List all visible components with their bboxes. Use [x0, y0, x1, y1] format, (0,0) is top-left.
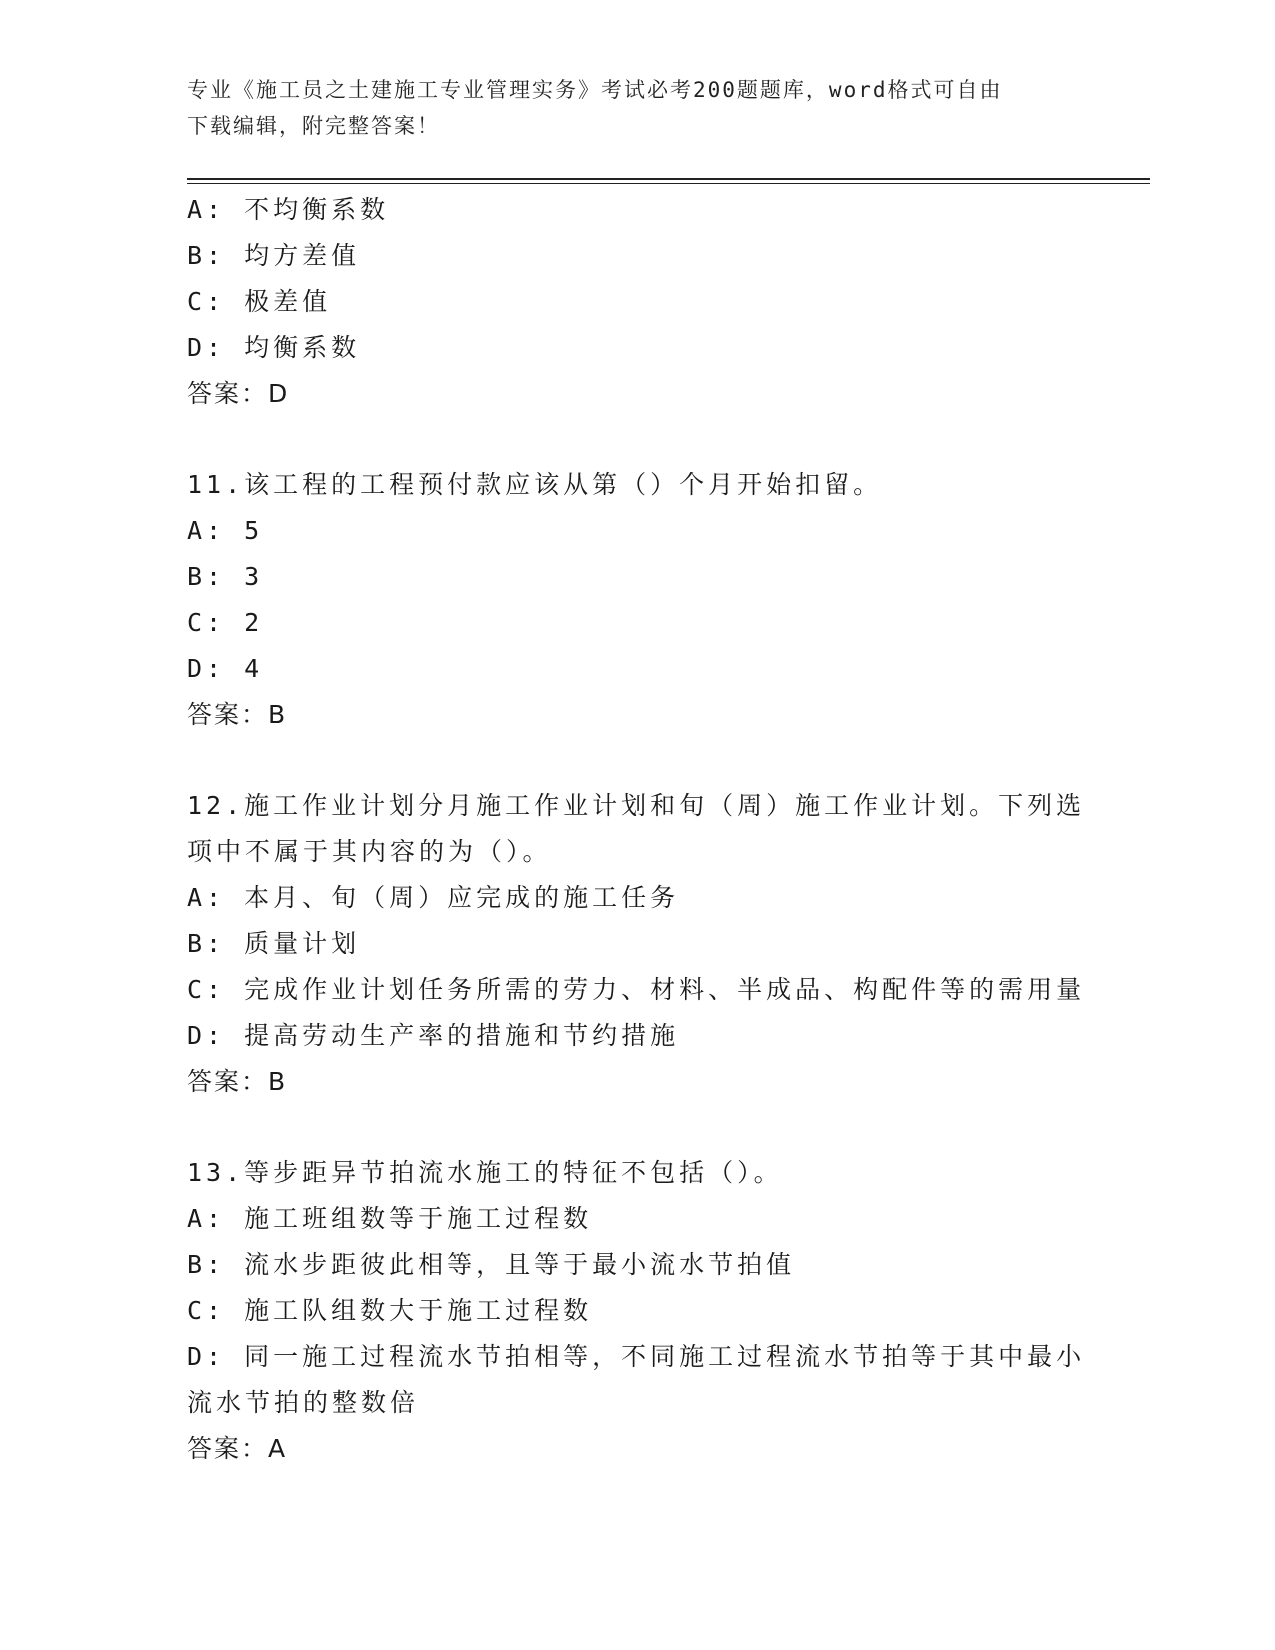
question-11: [187, 462, 1087, 738]
option-a: A: 施工班组数等于施工过程数: [187, 1204, 593, 1233]
question-stem-line-1: 12.施工作业计划分月施工作业计划和旬（周）施工作业计划。下列选: [187, 791, 1086, 820]
option-d: D: 均衡系数: [187, 333, 361, 362]
option-d-line-1: D: 同一施工过程流水节拍相等，不同施工过程流水节拍等于其中最小: [187, 1342, 1086, 1371]
option-d: D: 提高劳动生产率的措施和节约措施: [187, 1021, 680, 1050]
option-b: B: 均方差值: [187, 241, 361, 270]
question-stem: 13.等步距异节拍流水施工的特征不包括（）。: [187, 1158, 783, 1187]
option-a: A: 本月、旬（周）应完成的施工任务: [187, 883, 680, 912]
question-12: [187, 783, 1087, 1105]
header-line-2: 下载编辑，附完整答案！: [187, 114, 440, 138]
option-c: C: 极差值: [187, 287, 332, 316]
option-c: C: 施工队组数大于施工过程数: [187, 1296, 593, 1325]
header-line-1: 专业《施工员之土建施工专业管理实务》考试必考200题题库，word格式可自由: [187, 78, 1003, 102]
question-list: [187, 187, 1087, 1472]
option-c: C: 2: [187, 608, 264, 637]
answer: 答案：A: [187, 1434, 288, 1463]
option-d: D: 4: [187, 654, 264, 683]
option-a: A: 5: [187, 516, 264, 545]
option-c: C: 完成作业计划任务所需的劳力、材料、半成品、构配件等的需用量: [187, 975, 1086, 1004]
option-b: B: 质量计划: [187, 929, 361, 958]
option-b: B: 流水步距彼此相等，且等于最小流水节拍值: [187, 1250, 796, 1279]
answer: 答案：D: [187, 379, 290, 408]
question-13: [187, 1150, 1087, 1472]
question-stem-line-2: 项中不属于其内容的为（）。: [187, 837, 552, 866]
option-b: B: 3: [187, 562, 264, 591]
answer: 答案：B: [187, 700, 288, 729]
header-rule-thin: [187, 183, 1150, 184]
header-rule-thick: [187, 178, 1150, 180]
option-d-line-2: 流水节拍的整数倍: [187, 1388, 420, 1417]
option-a: A: 不均衡系数: [187, 195, 390, 224]
document-header: [187, 72, 1077, 144]
question-10: [187, 187, 1087, 417]
question-stem: 11.该工程的工程预付款应该从第（）个月开始扣留。: [187, 470, 883, 499]
answer: 答案：B: [187, 1067, 288, 1096]
